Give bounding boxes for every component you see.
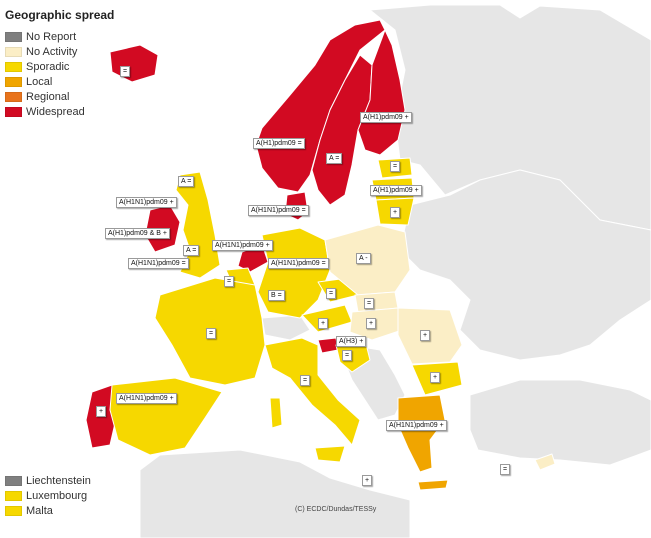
legend-swatch bbox=[5, 77, 22, 87]
label-estonia[interactable]: = bbox=[390, 161, 400, 172]
label-germany-north[interactable]: A(H1N1)pdm09 = bbox=[248, 205, 309, 216]
legend-label: Local bbox=[26, 75, 53, 88]
label-luxembourg-region[interactable]: B = bbox=[268, 290, 285, 301]
legend-item-no-report bbox=[5, 29, 85, 44]
label-slovenia[interactable]: A(H3) + bbox=[336, 336, 366, 347]
legend-item-sporadic bbox=[5, 59, 85, 74]
label-italy[interactable]: = bbox=[300, 375, 310, 386]
label-norway[interactable]: A(H1)pdm09 = bbox=[253, 138, 305, 149]
label-austria[interactable]: + bbox=[318, 318, 328, 329]
legend-swatch bbox=[5, 62, 22, 72]
legend-swatch bbox=[5, 92, 22, 102]
legend-label: Widespread bbox=[26, 105, 85, 118]
label-sweden[interactable]: A(H1)pdm09 + bbox=[360, 112, 412, 123]
label-germany[interactable]: A(H1N1)pdm09 = bbox=[268, 258, 329, 269]
small-country-label: Luxembourg bbox=[26, 489, 88, 502]
legend bbox=[5, 29, 85, 119]
small-country-malta bbox=[5, 503, 91, 518]
legend-swatch bbox=[5, 491, 22, 501]
label-ireland[interactable]: A(H1)pdm09 & B + bbox=[105, 228, 170, 239]
label-croatia[interactable]: = bbox=[342, 350, 352, 361]
country-greece bbox=[398, 395, 445, 472]
legend-swatch bbox=[5, 32, 22, 42]
legend-item-no-activity bbox=[5, 44, 85, 59]
label-portugal[interactable]: + bbox=[96, 406, 106, 417]
label-poland[interactable]: A - bbox=[356, 253, 371, 264]
small-countries-legend bbox=[5, 473, 91, 518]
label-scotland[interactable]: A = bbox=[178, 176, 194, 187]
small-country-luxembourg bbox=[5, 488, 91, 503]
legend-item-local bbox=[5, 74, 85, 89]
country-crete bbox=[418, 480, 448, 490]
label-northern-ireland[interactable]: A(H1N1)pdm09 + bbox=[116, 197, 177, 208]
country-sicily bbox=[315, 446, 345, 462]
legend-swatch bbox=[5, 107, 22, 117]
label-czech[interactable]: = bbox=[326, 288, 336, 299]
legend-label: Regional bbox=[26, 90, 70, 103]
label-latvia[interactable]: A(H1)pdm09 + bbox=[370, 185, 422, 196]
label-lithuania[interactable]: + bbox=[390, 207, 400, 218]
label-hungary[interactable]: + bbox=[366, 318, 376, 329]
turkey-region bbox=[470, 380, 651, 465]
legend-item-regional bbox=[5, 89, 85, 104]
label-cyprus[interactable]: = bbox=[500, 464, 510, 475]
label-england[interactable]: A(H1N1)pdm09 = bbox=[128, 258, 189, 269]
legend-swatch bbox=[5, 476, 22, 486]
country-sardinia bbox=[270, 398, 282, 428]
label-romania[interactable]: + bbox=[420, 330, 430, 341]
small-country-liechtenstein bbox=[5, 473, 91, 488]
label-slovakia[interactable]: = bbox=[364, 298, 374, 309]
label-netherlands[interactable]: A(H1N1)pdm09 + bbox=[212, 240, 273, 251]
small-country-label: Malta bbox=[26, 504, 53, 517]
legend-title: Geographic spread bbox=[5, 8, 115, 22]
legend-swatch bbox=[5, 506, 22, 516]
legend-label: No Activity bbox=[26, 45, 78, 58]
label-bulgaria[interactable]: + bbox=[430, 372, 440, 383]
label-denmark[interactable]: A = bbox=[326, 153, 342, 164]
legend-item-widespread bbox=[5, 104, 85, 119]
switzerland bbox=[262, 315, 310, 340]
label-greece[interactable]: A(H1N1)pdm09 + bbox=[386, 420, 447, 431]
country-slovenia bbox=[318, 338, 338, 353]
label-france[interactable]: = bbox=[206, 328, 216, 339]
legend-label: No Report bbox=[26, 30, 77, 43]
north-africa bbox=[140, 450, 410, 538]
label-wales[interactable]: A = bbox=[183, 245, 199, 256]
legend-swatch bbox=[5, 47, 22, 57]
small-country-label: Liechtenstein bbox=[26, 474, 91, 487]
label-spain[interactable]: A(H1N1)pdm09 + bbox=[116, 393, 177, 404]
copyright-text: (C) ECDC/Dundas/TESSy bbox=[295, 506, 377, 513]
label-iceland[interactable]: = bbox=[120, 66, 130, 77]
label-belgium[interactable]: = bbox=[224, 276, 234, 287]
country-iceland bbox=[110, 45, 158, 82]
country-spain bbox=[110, 378, 222, 455]
label-malta[interactable]: + bbox=[362, 475, 372, 486]
legend-label: Sporadic bbox=[26, 60, 70, 73]
